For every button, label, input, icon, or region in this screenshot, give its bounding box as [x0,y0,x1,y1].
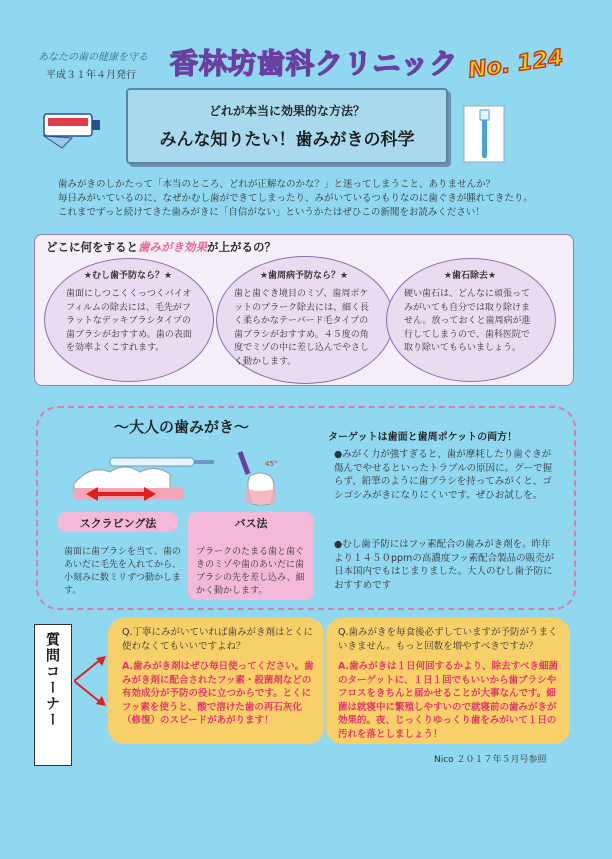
source-citation: Nico ２０１７年５月号参照 [434,755,547,765]
tip-title: ★歯周病予防なら？★ [259,271,349,281]
question-text: Q.丁寧にみがいていれば歯みがき剤はとくに使わなくてもいいですよね？ [122,627,313,652]
headline-banner [126,88,448,164]
double-arrow-icon [86,486,156,500]
tips-section-title [46,239,276,255]
method-label: スクラビング法 [79,517,157,530]
toothpaste-icon [42,108,102,150]
answer-text: A.歯みがき剤はぜひ毎日使ってください。歯みがき剤に配合されたフッ素・殺菌剤などの有効成分が予防の役に立つからです。とくにフッ素を使うと、酸で溶けた歯の再石灰化（修復）のスピードがあがります！ [122,661,314,726]
method-text: 歯面に歯ブラシを当て、歯のあいだに毛先を入れてから、小刻みに数ミリずつ動かします。 [64,547,182,596]
question-text: Q.歯みがきを毎食後必ずしていますが予防がうまくいきません。もっと回数を増やすべきですか？ [338,627,558,652]
tip-title: ★歯石除去★ [443,271,497,281]
adult-brushing-title: ～大人の歯みがき～ [114,418,250,436]
answer-text: A.歯みがきは１日何回するかより、除去すべき細菌のターゲットに、１日１回でもいいから歯ブラシやフロスをきちんと届かせることが大事なんです。細菌は就寝中に繁殖しやすいので就寝前の歯みがきが効果的。夜、じっくりゆっくり歯をみがいて１日の汚れを落としましょう！ [338,661,558,740]
tips-title-post: が上がるの？ [207,240,276,254]
pointer-arrows [74,656,108,706]
tips-title-pre: どこに何をすると [46,240,138,254]
intro-line: これまでずっと続けてきた歯みがきに「自信がない」というかたはぜひこの新聞をお読みください！ [58,207,485,218]
intro-text [58,178,558,220]
issue-date: 平成３１年４月発行 [46,70,136,81]
method-label: バス法 [234,517,268,530]
tips-title-highlight: 歯みがき効果 [138,240,207,254]
method-text: プラークのたまる歯と歯ぐきのミゾや歯のあいだに歯ブラシの先を差し込み、細かく動かします。 [196,547,305,596]
target-heading: ターゲットは歯面と歯周ポケットの両方！ [328,432,518,443]
tip-title: ★むし歯予防なら？★ [83,271,173,281]
tip-text: 歯面にしつこくくっつくバイオフィルムの除去には、毛先がフラットなデッキブラシタイプの歯ブラシがおすすめ。歯の表面を効率よくこすれます。 [66,289,192,353]
clinic-name: 香林坊歯科クリニック [170,47,459,80]
headline-title: みんな知りたい！歯みがきの科学 [159,130,415,150]
headline-subtitle: どれが本当に効果的な方法？ [208,104,365,118]
intro-line: 歯みがきのしかたって「本当のところ、どれが正解なのかな？」と迷ってしまうこと、ありませんか？ [58,179,496,190]
advice-bullet: ●みがく力が強すぎると、歯が摩耗したり歯ぐきが傷んでやせるといったトラブルの原因に。グーで握らず、鉛筆のように歯ブラシを持ってみがくと、ゴシゴシみがきになりにくいです。ぜひお試しを。 [334,449,553,501]
intro-line: 毎日みがいているのに、なぜかむし歯ができてしまったり、みがいているつもりなのに歯ぐきが腫れてきたり。 [58,193,533,204]
issue-number: No. 124 [466,45,565,84]
angle-label: 45° [265,460,278,468]
tip-text: 歯と歯ぐき境目のミゾ、歯周ポケットのプラーク除去には、細く長く柔らかなテーパード毛タイプの歯ブラシがおすすめ。４５度の角度でミゾの中に差し込んでやさしく動かします。 [234,289,370,367]
qa-corner-label: 質問コーナー [44,632,60,728]
advice-bullet: ●むし歯予防にはフッ素配合の歯みがき剤を。昨年より１４５０ppmの高濃度フッ素配合製品の販売が日本国内でもはじまりました。大人のむし歯予防におすすめです [334,539,555,591]
tip-text: 硬い歯石は、どんなに頑張ってみがいても自分では取り除けません。放っておくと歯周病が進行してしまうので、歯科医院で取り除いてもらいましょう。 [404,289,531,353]
toothbrush-icon [462,104,506,164]
tagline: あなたの歯の健康を守る [38,52,148,63]
